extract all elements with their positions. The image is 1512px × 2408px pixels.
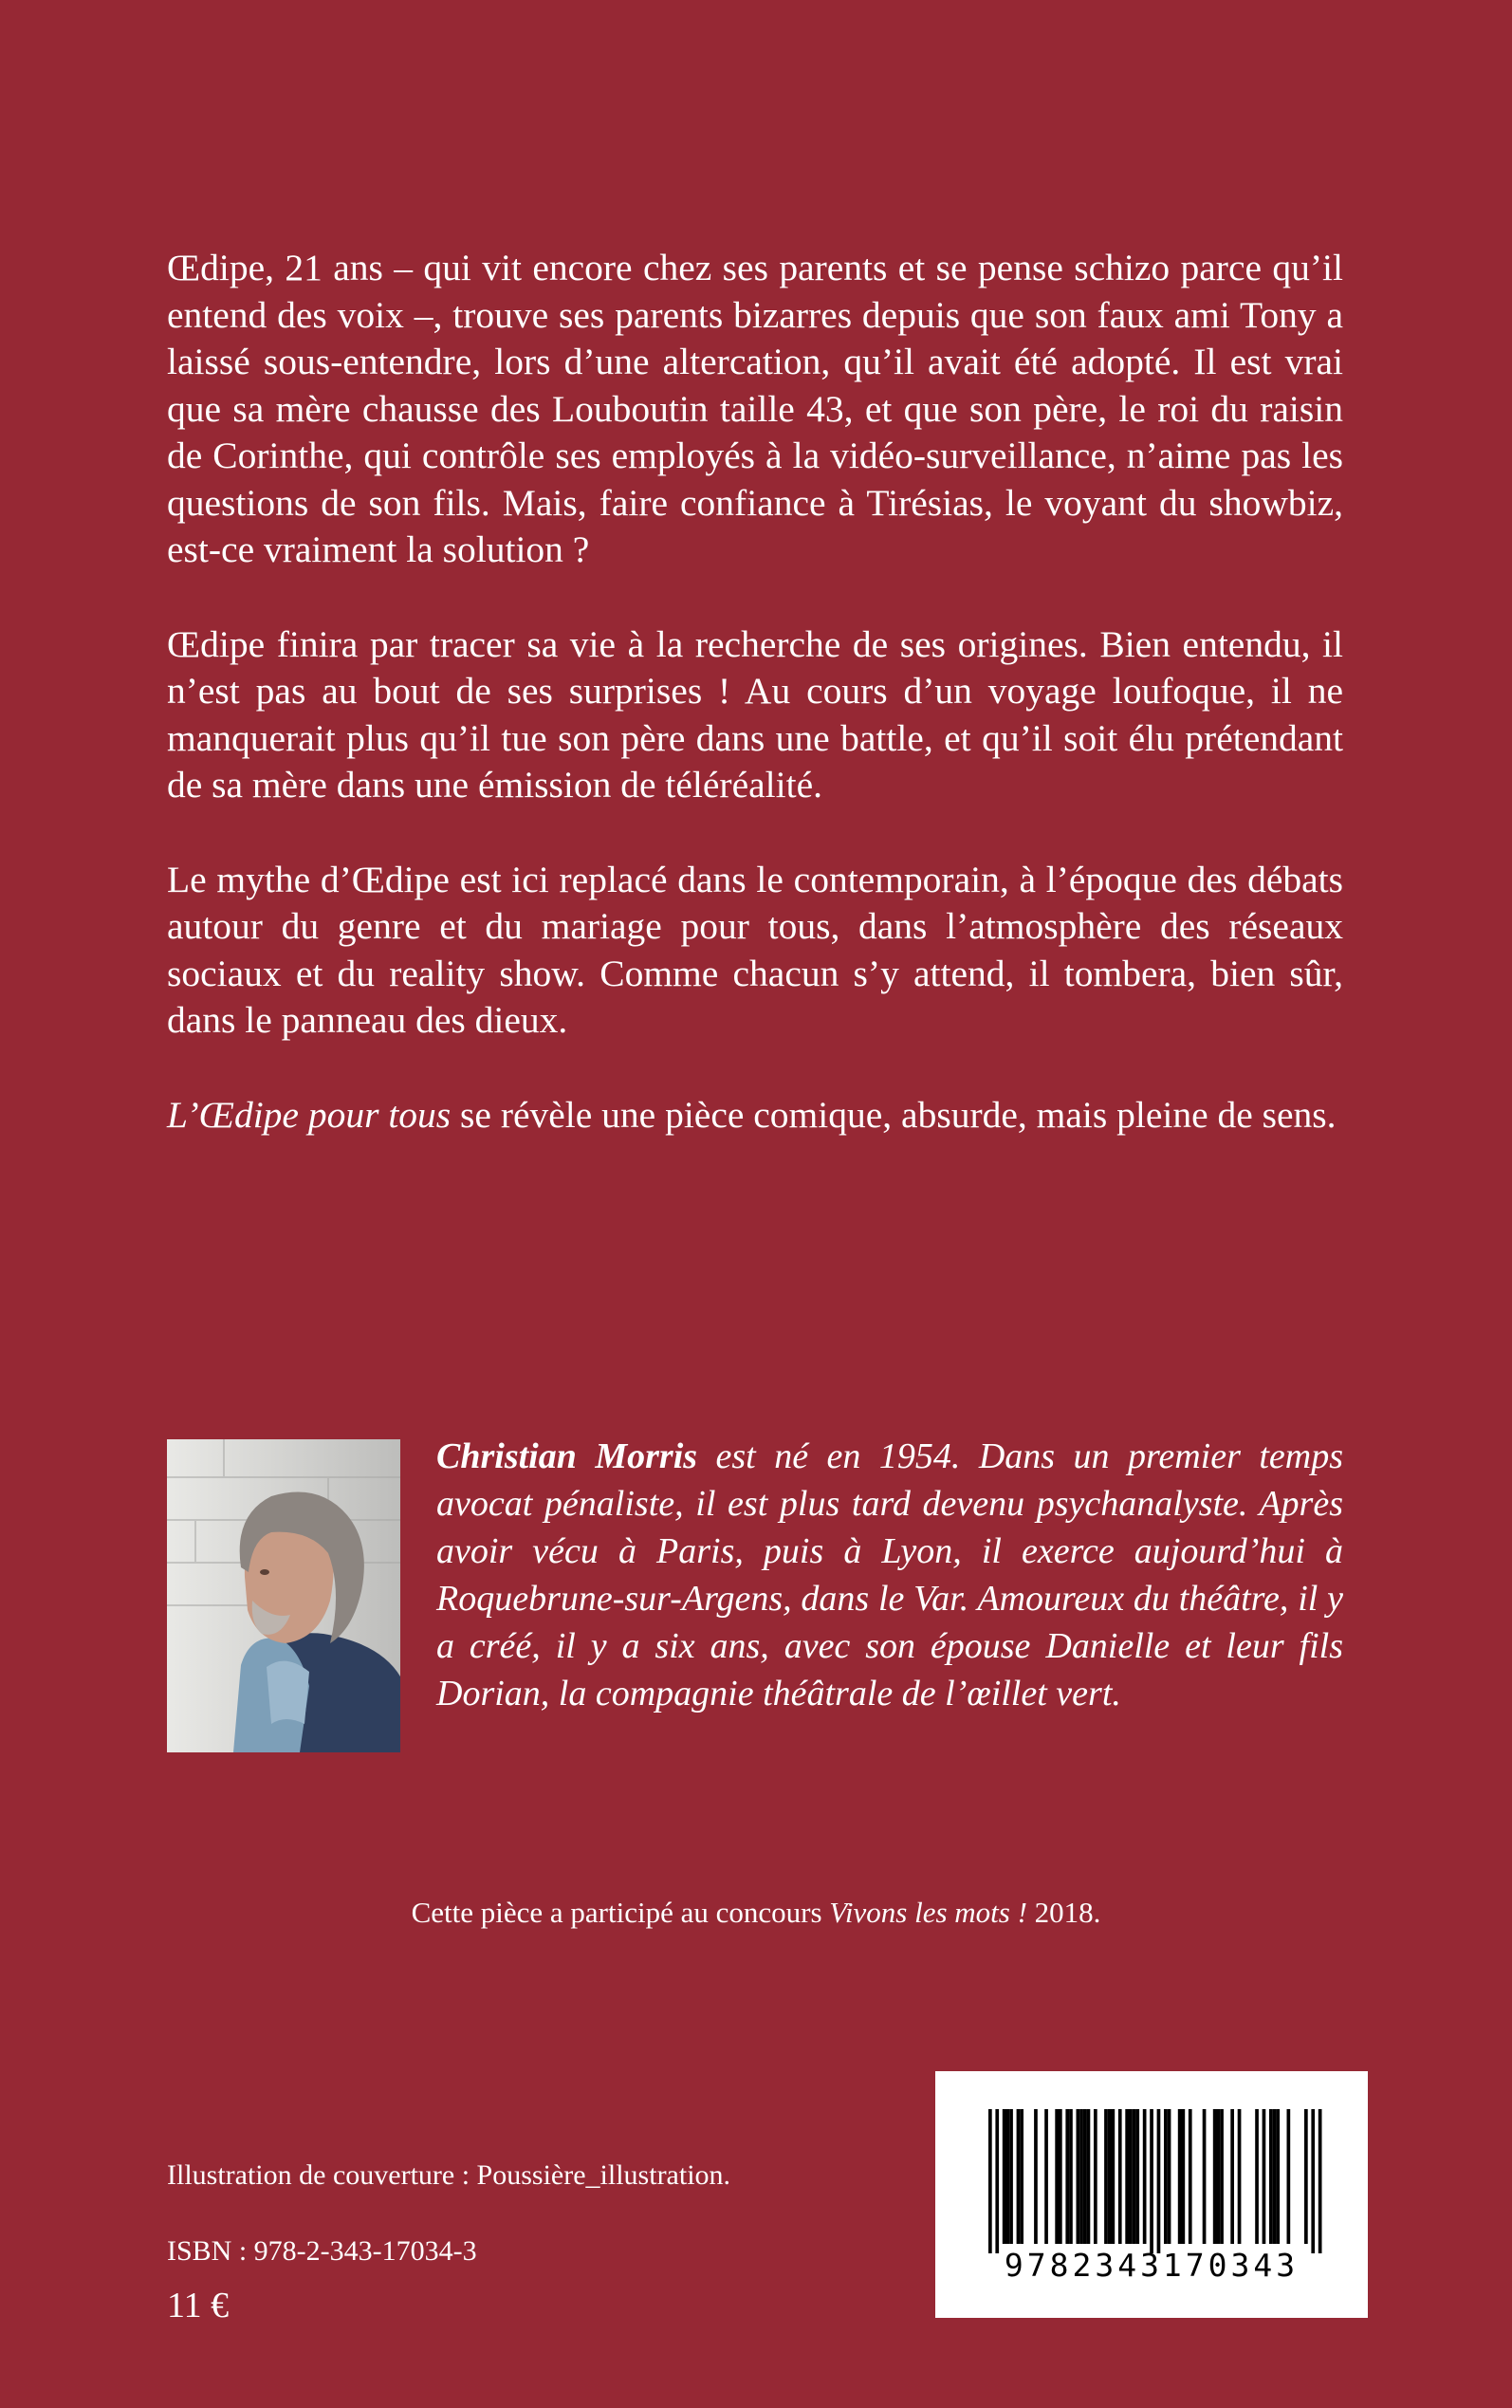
- barcode-bar: [1150, 2109, 1153, 2253]
- isbn: ISBN : 978-2-343-17034-3: [167, 2235, 477, 2267]
- barcode: [935, 2071, 1368, 2318]
- barcode-bar: [1238, 2109, 1242, 2244]
- contest-note-text: Cette pièce a participé au concours: [411, 1896, 830, 1929]
- barcode-bar: [1287, 2109, 1291, 2244]
- author-bio: [436, 1433, 1343, 1717]
- blurb-paragraph-2: Œdipe finira par tracer sa vie à la recherche de ses origines. Bien entendu, il n’est pas au bout de ses surprises ! Au cours d’un voyage loufoque, il ne manquerait plus qu’il tue son père dans une battle, et qu’il soit élu prétendant de sa mère dans une émission de téléréalité.: [167, 622, 1343, 806]
- barcode-bar: [1164, 2109, 1168, 2244]
- barcode-bar: [988, 2109, 992, 2253]
- price: 11 €: [167, 2286, 230, 2325]
- barcode-bar: [1125, 2109, 1129, 2244]
- blurb-paragraph-1: Œdipe, 21 ans – qui vit encore chez ses parents et se pense schizo parce qu’il entend des voix –, trouve ses parents bizarres depuis que son faux ami Tony a laissé sous-entendre, lors d’une altercation, qu’il avait été adopté. Il est vrai que sa mère chausse des Louboutin taille 43, et que son père, le roi du raisin de Corinthe, qui contrôle ses employés à la vidéo-surveillance, n’aime pas les questions de son fils. Mais, faire confiance à Tirésias, le voyant du showbiz, est-ce vraiment la solution ?: [167, 247, 1343, 570]
- barcode-bar: [1311, 2109, 1315, 2253]
- barcode-bar: [1065, 2109, 1069, 2244]
- barcode-bar: [1213, 2109, 1217, 2244]
- contest-note: [0, 1896, 1512, 1930]
- barcode-bar: [1157, 2109, 1161, 2253]
- back-cover-blurb: [167, 245, 1343, 1139]
- illustration-credit: Illustration de couverture : Poussière_illustration.: [167, 2159, 731, 2191]
- barcode-bar: [1108, 2109, 1112, 2244]
- author-bio-text: est né en 1954. Dans un premier temps avocat pénaliste, il est plus tard devenu psychanalyste. Après avoir vécu à Paris, puis à Lyon, il exerce aujourd’hui à Roquebrune-sur-Argens, dans le Var. Amoureux du théâtre, il y a créé, il y a six ans, avec son épouse Danielle et leur fils Dorian, la compagnie théâtrale de l’œillet vert.: [436, 1436, 1343, 1713]
- barcode-bar: [1017, 2109, 1021, 2244]
- author-name: Christian Morris: [436, 1436, 698, 1476]
- barcode-bar: [1087, 2109, 1091, 2244]
- barcode-bar: [1118, 2109, 1122, 2244]
- barcode-bar: [1203, 2109, 1207, 2244]
- barcode-bar: [1318, 2109, 1322, 2253]
- barcode-bar: [1112, 2109, 1116, 2244]
- barcode-bar: [1104, 2109, 1108, 2244]
- barcode-bar: [1034, 2109, 1038, 2244]
- barcode-bar: [1129, 2109, 1133, 2244]
- author-photo: [167, 1439, 400, 1752]
- play-title: L’Œdipe pour tous: [167, 1093, 452, 1136]
- barcode-bar: [1276, 2109, 1280, 2244]
- blurb-paragraph-4-text: se révèle une pièce comique, absurde, mais pleine de sens.: [451, 1093, 1337, 1136]
- barcode-bar: [1178, 2109, 1182, 2244]
- barcode-bar: [1273, 2109, 1277, 2244]
- barcode-bar: [1079, 2109, 1083, 2244]
- barcode-bar: [1009, 2109, 1013, 2244]
- contest-year: 2018.: [1026, 1896, 1101, 1929]
- barcode-bar: [1020, 2109, 1023, 2244]
- barcode-bar: [1217, 2109, 1221, 2244]
- barcode-bar: [1077, 2109, 1080, 2244]
- barcode-bar: [995, 2109, 999, 2253]
- barcode-bar: [1055, 2109, 1059, 2244]
- barcode-bar: [1069, 2109, 1073, 2244]
- blurb-paragraph-4: [167, 1092, 1343, 1139]
- barcode-bar: [1269, 2109, 1273, 2244]
- contest-name: Vivons les mots !: [829, 1896, 1027, 1929]
- barcode-bar: [1168, 2109, 1171, 2244]
- barcode-bar: [1083, 2109, 1087, 2244]
- barcode-digits: 9782343170343: [1004, 2247, 1300, 2284]
- barcode-bar: [1220, 2109, 1224, 2244]
- barcode-bar: [1304, 2109, 1308, 2244]
- barcode-bar: [1135, 2109, 1139, 2244]
- barcode-bar: [1189, 2109, 1192, 2244]
- blurb-paragraph-3: Le mythe d’Œdipe est ici replacé dans le contemporain, à l’époque des débats autour du genre et du mariage pour tous, dans l’atmosphère des réseaux sociaux et du reality show. Comme chacun s’y attend, il tombera, bien sûr, dans le panneau des dieux.: [167, 858, 1343, 1041]
- barcode-bar: [1003, 2109, 1006, 2244]
- barcode-bar: [1006, 2109, 1010, 2244]
- barcode-bar: [1133, 2109, 1136, 2244]
- barcode-bar: [1143, 2109, 1147, 2244]
- barcode-bar: [1263, 2109, 1266, 2244]
- barcode-bar: [1044, 2109, 1048, 2244]
- barcode-bar: [1230, 2109, 1234, 2244]
- barcode-bar: [1094, 2109, 1097, 2244]
- barcode-bar: [1182, 2109, 1186, 2244]
- barcode-bar: [1059, 2109, 1062, 2244]
- barcode-bar: [1255, 2109, 1259, 2244]
